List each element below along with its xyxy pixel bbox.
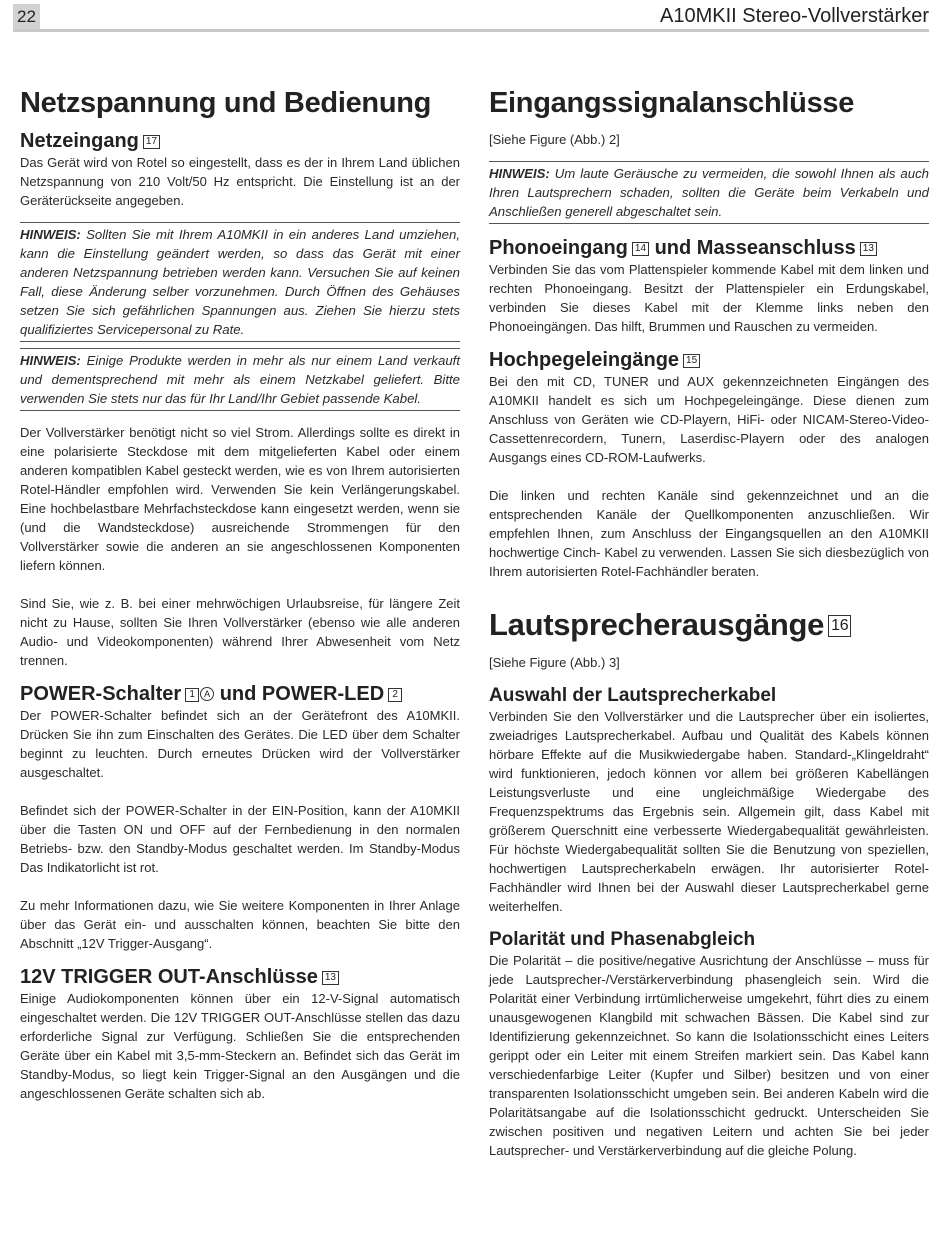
note-box [20,348,460,411]
ref-badge: 13 [860,242,877,256]
heading-text: POWER-Schalter [20,683,182,705]
heading-power-schalter [20,682,460,706]
heading-trigger-out [20,965,460,989]
paragraph: Verbinden Sie den Vollverstärker und die Lautsprecher über ein isoliertes, zweiadriges Lautsprecherkabel. Aufbau und Qualität des Kabels können hörbare Effekte auf die Musikwiedergabe haben. Standard-„Klingeldraht“ wird funktionieren, jedoch können vor allem bei größeren Kabellängen Leistungsverluste und eine ungleichmäßige Wiedergabe des Frequenzspektrums das Ergebnis sein. Allgemein gilt, dass Kabel mit größerem Querschnitt eine verbesserte Wiedergabequalität gewährleisten. Für höchste Wiedergabequalität sollten Sie die Benutzung von speziellen, hochwertigen Lautsprecherkabeln erwägen. Ihr autorisierter Rotel-Fachhändler wird Ihnen bei der Auswahl dieser Lautsprecherkabel gerne weiterhelfen. [489,709,929,914]
paragraph: Die linken und rechten Kanäle sind gekennzeichnet und an die entsprechenden Kanäle der Quellkomponenten anzuschließen. Wir empfehlen Ihnen, zum Anschluss der Eingangsquellen an den A10MKII hochwertige Cinch- Kabel zu verwenden. Lassen Sie sich diesbezüglich von Ihrem autorisierten Rotel-Fachhändler beraten. [489,488,929,579]
heading-phonoeingang [489,236,929,260]
ref-badge-circle: A [200,687,214,701]
heading-text: Lautsprecherausgänge [489,607,825,642]
ref-badge: 14 [632,242,649,256]
paragraph: Sind Sie, wie z. B. bei einer mehrwöchigen Urlaubsreise, für längere Zeit nicht zu Hause, sollten Sie Ihren Vollverstärker (ebenso wie alle anderen Audio- und Videokomponenten) während Ihrer Abwesenheit vom Netz trennen. [20,596,460,668]
heading-netzeingang [20,129,460,153]
note-label: HINWEIS: [20,227,81,242]
paragraph: Bei den mit CD, TUNER und AUX gekennzeichneten Eingängen des A10MKII handelt es sich um Hochpegeleingänge. Diese dienen zum Anschluss von Geräten wie CD-Playern, HiFi- oder NICAM-Stereo-Video-Cassettenrecordern, Tunern, Laserdisc-Playern oder des analogen Ausgangs eines CD-ROM-Laufwerks. [489,374,929,465]
ref-badge: 13 [322,971,339,985]
heading-text: und Masseanschluss [654,237,856,259]
note-label: HINWEIS: [489,166,550,181]
note-box [20,222,460,342]
section-title-netzspannung: Netzspannung und Bedienung [20,87,432,119]
ref-badge: 2 [388,688,402,702]
note-text: Sollten Sie mit Ihrem A10MKII in ein anderes Land umziehen, kann die Einstellung geändert werden, so dass das Gerät mit einer anderen Netzspannung betrieben werden kann. Versuchen Sie auf keinen Fall, diese Änderung selber vorzunehmen. Durch Öffnen des Gehäuses setzen Sie sich gefährlichen Spannungen aus. Ziehen Sie hierzu stets qualifiziertes Servicepersonal zu Rate. [20,227,460,337]
figure-reference: [Siehe Figure (Abb.) 2] [489,132,620,147]
section-title-eingang: Eingangssignalanschlüsse [489,87,855,119]
paragraph: Befindet sich der POWER-Schalter in der EIN-Position, kann der A10MKII über die Tasten ON und OFF auf der Fernbedienung in den normalen Betriebs- bzw. den Standby-Modus geschaltet werden. Im Standby-Modus Das Indikatorlicht ist rot. [20,803,460,875]
heading-text: und POWER-LED [219,683,385,705]
document-title: A10MKII Stereo-Vollverstärker [660,5,929,27]
heading-text: Hochpegeleingänge [489,349,680,371]
paragraph: Verbinden Sie das vom Plattenspieler kommende Kabel mit dem linken und rechten Phonoeingang. Besitzt der Plattenspieler ein Erdungskabel, verbinden Sie dieses Kabel mit der Klemme links neben den Phonoeingängen. Das hilft, Brummen und Rauschen zu vermeiden. [489,262,929,334]
right-column [489,84,929,1160]
heading-text: Netzeingang [20,130,139,152]
heading-hochpegel [489,348,929,372]
page-number: 22 [13,4,40,29]
note-box [489,161,929,224]
heading-polaritaet: Polarität und Phasenabgleich [489,929,756,950]
heading-auswahl: Auswahl der Lautsprecherkabel [489,685,777,706]
note-text: Um laute Geräusche zu vermeiden, die sowohl Ihnen als auch Ihren Lautsprechern schaden, sollten die Geräte beim Verkabeln und Anschließen generell abgeschaltet sein. [489,166,929,219]
heading-text: Phonoeingang [489,237,628,259]
ref-badge: 16 [828,615,851,637]
left-column [20,84,460,1103]
paragraph: Einige Audiokomponenten können über ein 12-V-Signal automatisch eingeschaltet werden. Die 12V TRIGGER OUT-Anschlüsse stellen das dazu erforderliche Signal zur Verfügung. Schließen Sie die entsprechenden Geräte über ein Kabel mit 3,5-mm-Steckern an. Befindet sich das Gerät im Standby-Modus, so liegt kein Trigger-Signal an den Ausgängen und die angeschlossenen Geräte schalten sich ab. [20,991,460,1101]
note-label: HINWEIS: [20,353,81,368]
section-title-lautsprecher [489,605,929,645]
paragraph: Der POWER-Schalter befindet sich an der Gerätefront des A10MKII. Drücken Sie ihn zum Einschalten des Gerätes. Die LED über dem Schalter beginnt zu leuchten. Durch erneutes Drücken wird der Vollverstärker ausgeschaltet. [20,708,460,780]
paragraph: Das Gerät wird von Rotel so eingestellt, dass es der in Ihrem Land üblichen Netzspannung von 210 Volt/50 Hz entspricht. Die Einstellung ist an der Geräterückseite angegeben. [20,155,460,208]
heading-text: 12V TRIGGER OUT-Anschlüsse [20,966,318,988]
paragraph: Die Polarität – die positive/negative Ausrichtung der Anschlüsse – muss für jede Lautsprecher-/Verstärkerverbindung phasengleich sein. Wird die Polarität einer Verbindung irrtümlicherweise umgekehrt, führt dies zu einem unausgewogenen Klangbild mit schwachen Bässen. Die Kabel sind zur Identifizierung gekennzeichnet. So kann die Isolationsschicht eines Leiters gerippt oder ein Leiter mit einem Streifen markiert sein. Das Kabel kann verschiedenfarbige Leiter (Kupfer und Silber) besitzen und von einer transparenten Isolationsschicht umgeben sein. Bei anderen Kabeln wird die Polaritätsangabe auf die Isolationsschicht gedruckt. Unterscheiden Sie zwischen positiven und negativen Leitern und achten Sie bei jeder Lautsprecher- und Verstärkerverbindung auf die gleiche Polung. [489,953,929,1158]
ref-badge: 15 [683,354,700,368]
page-header [13,4,929,32]
ref-badge: 17 [143,135,160,149]
paragraph: Der Vollverstärker benötigt nicht so viel Strom. Allerdings sollte es direkt in eine polarisierte Steckdose mit dem mitgelieferten Kabel oder einem anderen kompatiblen Kabel gesteckt werden, wie es von Ihrem autorisierten Rotel-Händler empfohlen wird. Verwenden Sie kein Verlängerungskabel. Eine hochbelastbare Mehrfachsteckdose kann eingesetzt werden, wenn sie (und die Wandsteckdose) ausreichende Strommengen für den Vollverstärker sowie die anderen an sie angeschlossenen Komponenten liefern können. [20,425,460,573]
paragraph: Zu mehr Informationen dazu, wie Sie weitere Komponenten in Ihrer Anlage über das Gerät ein- und ausschalten können, beachten Sie bitte den Abschnitt „12V Trigger-Ausgang“. [20,898,460,951]
figure-reference: [Siehe Figure (Abb.) 3] [489,655,620,670]
note-text: Einige Produkte werden in mehr als nur einem Land verkauft und dementsprechend mit mehr als einem Netzkabel geliefert. Bitte verwenden Sie stets nur das für Ihr Land/Ihr Gebiet passende Kabel. [20,353,460,406]
ref-badge: 1 [185,688,199,702]
